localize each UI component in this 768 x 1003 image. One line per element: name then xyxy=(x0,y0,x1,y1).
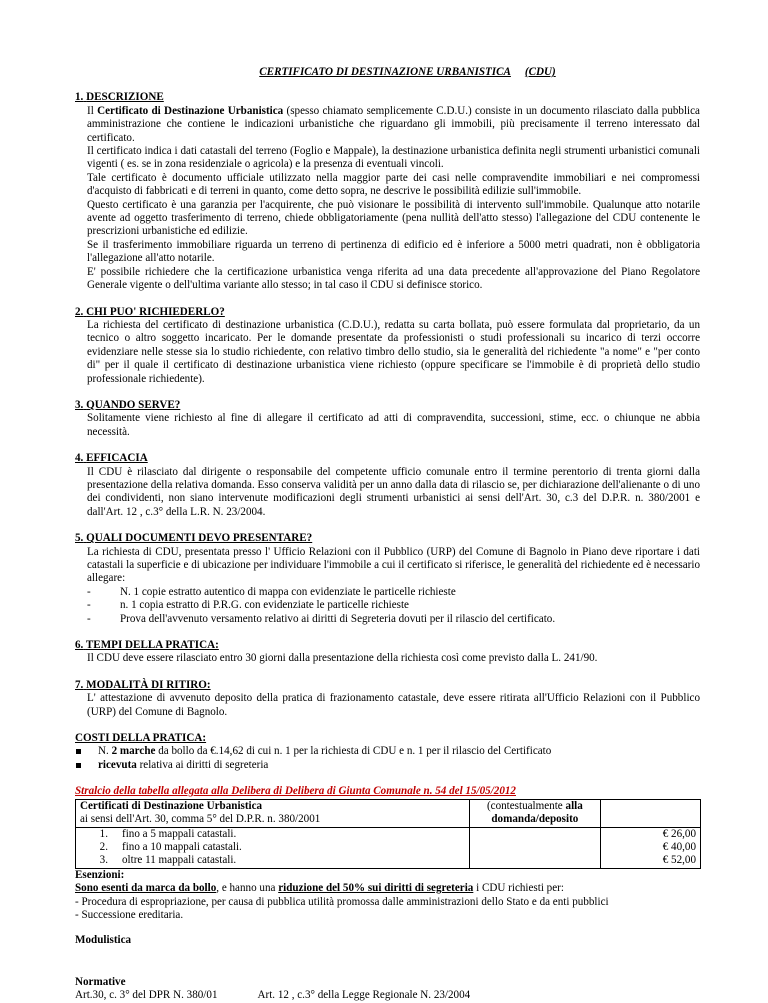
fee-table xyxy=(75,799,701,869)
paragraph-text: L' attestazione di avvenuto deposito della pratica di frazionamento catastale, deve essere ritirata all'Ufficio Relazioni con il Pubblico (URP) del Comune di Bagnolo. xyxy=(87,692,700,718)
section-body xyxy=(75,466,700,520)
fee-table-heading-cell xyxy=(76,799,470,827)
costs-item-bold: 2 marche xyxy=(111,745,156,758)
section-number: 4. xyxy=(75,452,84,465)
section-number: 3. xyxy=(75,398,84,411)
section-heading xyxy=(75,639,700,652)
paragraph xyxy=(87,266,700,293)
costs-list xyxy=(75,745,700,772)
fee-table-timing-cell xyxy=(470,799,601,827)
normative-ref-dpr: Art.30, c. 3° del DPR N. 380/01 xyxy=(75,989,218,1002)
section-number: 7. xyxy=(75,678,84,691)
section-heading-text: CHI PUO' RICHIEDERLO? xyxy=(86,305,225,318)
section-body xyxy=(75,105,700,293)
paragraph-text: Il xyxy=(87,104,98,117)
fee-price: € 52,00 xyxy=(662,854,696,867)
paragraph xyxy=(87,466,700,520)
section-5 xyxy=(75,532,700,626)
costs-item xyxy=(75,759,700,772)
paragraph-bold: Certificato di Destinazione Urbanistica xyxy=(97,104,284,117)
paragraph-text: E' possibile richiedere che la certificazione urbanistica venga riferita ad una data precedente all'approvazione del Piano Regolatore Generale vigente o dell'ultima variante allo stesso; in tal caso il CDU si definisce storico. xyxy=(87,265,700,292)
section-heading xyxy=(75,306,700,319)
section-number: 2. xyxy=(75,305,84,318)
fee-item-label: fino a 10 mappali catastali. xyxy=(122,840,242,853)
normative-ref-lr: Art. 12 , c.3° della Legge Regionale N. 23/2004 xyxy=(257,989,471,1002)
paragraph-text: Il certificato indica i dati catastali del terreno (Foglio e Mappale), la destinazione urbanistica definita negli strumenti urbanistici comunali vigenti ( es. se in zona residenziale o agricola) e la presenza di eventuali vincoli. xyxy=(87,145,700,171)
exemptions-text: , e hanno una xyxy=(216,882,279,895)
section-heading xyxy=(75,399,700,412)
section-heading-text: EFFICACIA xyxy=(86,452,148,465)
exemptions-heading: Esenzioni: xyxy=(75,868,125,881)
documents-list xyxy=(87,586,700,626)
bullet-square-icon xyxy=(76,749,81,754)
paragraph xyxy=(87,199,700,239)
exemption-item: - Successione ereditaria. xyxy=(75,908,184,921)
costs-section xyxy=(75,732,700,772)
section-heading-text: MODALITÀ DI RITIRO: xyxy=(86,678,211,691)
paragraph-text: Solitamente viene richiesto al fine di allegare il certificato ad atti di compravendita, successioni, stime, ecc. o chiunque ne abbia necessità. xyxy=(87,412,700,438)
costs-item xyxy=(75,745,700,758)
fee-table-header-row xyxy=(76,799,701,827)
fee-table-prices-cell xyxy=(600,827,700,868)
fee-table-heading: Certificati di Destinazione Urbanistica xyxy=(80,799,263,812)
paragraph xyxy=(87,412,700,439)
section-heading-text: QUALI DOCUMENTI DEVO PRESENTARE? xyxy=(86,532,313,545)
paragraph xyxy=(87,652,700,665)
fee-item-label: fino a 5 mappali catastali. xyxy=(122,827,237,840)
fee-table-row xyxy=(76,827,701,868)
section-body xyxy=(75,546,700,626)
paragraph xyxy=(87,546,700,586)
paragraph xyxy=(87,172,700,199)
paragraph-text: Il CDU è rilasciato dal dirigente o responsabile del competente ufficio comunale entro il termine perentorio di trenta giorni dalla presentazione della relativa domanda. Esso conserva validità per un anno dalla data di rilascio se, per dichiarazione dell'alienante o di uno dei condividenti, non siano intervenute modificazioni degli strumenti urbanistici ai sensi dell'Art. 30, c.3 del D.P.R. n. 380/2001 e dall'Art. 12 , c.3° della L.R. N. 23/2004. xyxy=(87,465,700,518)
paragraph xyxy=(87,145,700,172)
fee-item-number: 1. xyxy=(99,827,108,840)
section-heading xyxy=(75,532,700,545)
section-2 xyxy=(75,306,700,386)
exemptions-text-bold: Sono esenti da marca da bollo xyxy=(75,882,217,895)
paragraph-text: Se il trasferimento immobiliare riguarda un terreno di pertinenza di edificio ed è inferiore a 5000 metri quadrati, non è obbligatoria l'allegazione all'atto notarile. xyxy=(87,238,700,265)
section-heading-text: QUANDO SERVE? xyxy=(86,398,181,411)
bullet-square-icon xyxy=(76,763,81,768)
paragraph-text: Questo certificato è una garanzia per l'acquirente, che può visionare le possibilità di intervento sull'immobile. Qualunque atto notarile avente ad oggetto trasferimento di terreno, chiede obbligatoriamente (pena nullità dell'atto stesso) l'allegazione del CDU contenente le prescrizioni urbanistiche ed edilizie. xyxy=(87,198,700,238)
section-heading-text: DESCRIZIONE xyxy=(86,91,164,104)
fee-price: € 40,00 xyxy=(662,840,696,853)
section-body xyxy=(75,412,700,439)
fee-table-timing-text: (contestualmente xyxy=(486,799,566,812)
fee-item-label: oltre 11 mappali catastali. xyxy=(122,854,237,867)
fee-item xyxy=(80,828,465,841)
normative-line xyxy=(75,989,700,1002)
fee-table-empty-cell xyxy=(470,827,601,868)
section-body xyxy=(75,319,700,386)
section-7 xyxy=(75,679,700,719)
fee-item-number: 3. xyxy=(99,854,108,867)
section-heading xyxy=(75,91,700,104)
fee-price: € 26,00 xyxy=(662,827,696,840)
list-item: - N. 1 copie estratto autentico di mappa con evidenziate le particelle richieste xyxy=(87,586,700,599)
exemptions-text: i CDU richiesti per: xyxy=(473,882,564,895)
section-1 xyxy=(75,91,700,292)
fee-item xyxy=(80,854,465,867)
costs-item-text: da bollo da €.14,62 di cui n. 1 per la richiesta di CDU e n. 1 per il rilascio del Certificato xyxy=(155,745,552,758)
page-title xyxy=(75,66,700,79)
costs-item-text: relativa ai diritti di segreteria xyxy=(136,758,269,771)
modulistica-heading: Modulistica xyxy=(75,934,132,947)
section-body xyxy=(75,652,700,665)
list-item: - n. 1 copia estratto di P.R.G. con evidenziate le particelle richieste xyxy=(87,599,700,612)
costs-heading: COSTI DELLA PRATICA: xyxy=(75,732,207,745)
section-4 xyxy=(75,452,700,519)
section-6 xyxy=(75,639,700,666)
normative-heading: Normative xyxy=(75,975,126,988)
paragraph-text: Il CDU deve essere rilasciato entro 30 giorni dalla presentazione della richiesta così come previsto dalla L. 241/90. xyxy=(87,652,598,665)
fee-item xyxy=(80,841,465,854)
paragraph-text: Tale certificato è documento ufficiale utilizzato nella maggior parte dei casi nelle compravendite immobiliari e nei compromessi d'acquisto di fabbricati e di terreni in quanto, come detto sopra, ne descrive le possibilità edilizie sull'immobile. xyxy=(87,171,700,198)
paragraph xyxy=(87,239,700,266)
section-number: 6. xyxy=(75,639,84,652)
title-abbr: (CDU) xyxy=(524,66,556,78)
section-heading xyxy=(75,679,700,692)
exemptions-line xyxy=(75,882,700,895)
section-3 xyxy=(75,399,700,439)
section-heading-text: TEMPI DELLA PRATICA: xyxy=(85,639,219,652)
paragraph-text: La richiesta di CDU, presentata presso l' Ufficio Relazioni con il Pubblico (URP) del Comune di Bagnolo in Piano deve riportare i dati catastali la superficie e di ubicazione per individuare l'immobile a cui il certificato si riferisce, le generalità del richiedente ed è necessario allegare: xyxy=(87,545,700,585)
sections-container xyxy=(75,91,700,719)
title-main: CERTIFICATO DI DESTINAZIONE URBANISTICA xyxy=(259,66,511,78)
paragraph-text: (spesso chiamato semplicemente C.D.U.) consiste in un documento rilasciato dalla pubblica amministrazione che contiene le indicazioni urbanistiche che riguardano gli immobili, più precisamente il terreno interessato dal certificato. xyxy=(87,104,700,144)
exemptions-section xyxy=(75,869,700,923)
document-page xyxy=(75,66,700,1003)
paragraph-text: La richiesta del certificato di destinazione urbanistica (C.D.U.), redatta su carta bollata, può essere formulata dal proprietario, da un tecnico o altro soggetto incaricato. Per le domande presentate da professionisti o studi professionali su incarico di terzi occorre evidenziare nelle stesse sia lo studio richiedente, con relativo timbro dello studio, sia le generalità del richiedente "a nome" e "per conto di" per il quale il certificato di destinazione urbanistica viene richiesto (oppure specificare se l'immobile è di proprietà dello studio professionale richiedente). xyxy=(87,318,700,385)
list-item: - Prova dell'avvenuto versamento relativo ai diritti di Segreteria dovuti per il rilascio del certificato. xyxy=(87,613,700,626)
fee-table-timing-bold: alla domanda/deposito xyxy=(491,799,583,826)
stralcio-note: Stralcio della tabella allegata alla Delibera di Delibera di Giunta Comunale n. 54 del 15/05/2012 xyxy=(75,785,516,798)
section-heading xyxy=(75,452,700,465)
costs-item-text: N. xyxy=(98,745,112,758)
fee-table-price-header xyxy=(600,799,700,827)
fee-table-subheading: ai sensi dell'Art. 30, comma 5° del D.P.R. n. 380/2001 xyxy=(80,813,321,826)
paragraph xyxy=(87,319,700,386)
exemptions-text-bold: riduzione del 50% sui diritti di segreteria xyxy=(278,882,474,895)
paragraph xyxy=(87,692,700,719)
fee-table-items-cell xyxy=(76,827,470,868)
section-body xyxy=(75,692,700,719)
costs-item-bold: ricevuta xyxy=(98,758,137,771)
section-number: 5. xyxy=(75,532,84,545)
paragraph xyxy=(87,105,700,145)
section-number: 1. xyxy=(75,91,84,104)
fee-item-number: 2. xyxy=(99,840,108,853)
exemption-item: - Procedura di espropriazione, per causa di pubblica utilità promossa dalle amministrazioni dello Stato e da enti pubblici xyxy=(75,895,609,908)
